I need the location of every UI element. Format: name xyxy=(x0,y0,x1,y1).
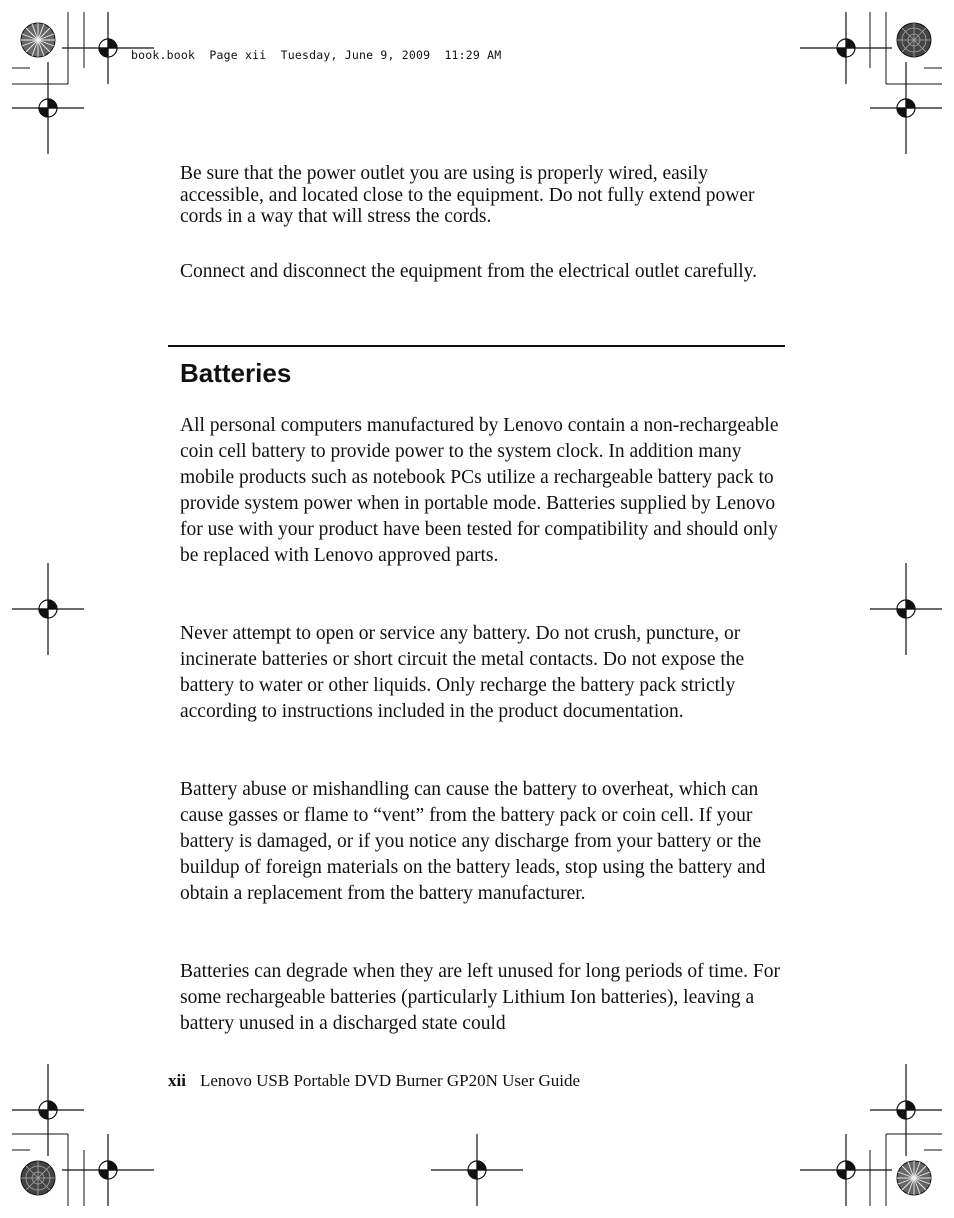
batteries-paragraph-3: Battery abuse or mishandling can cause the battery to overheat, which can cause gasses or flame to “vent” from the battery pack or coin cell. If your battery is damaged, or if you notice any discharge from your battery or the buildup of foreign materials on the battery leads, stop using the battery and obtain a replacement from the battery manufacturer. xyxy=(180,779,766,904)
intro-paragraph-outlet: Be sure that the power outlet you are using is properly wired, easily accessible, and located close to the equipment. Do not fully extend power cords in a way that will stress the cords. xyxy=(180,163,755,227)
section-divider xyxy=(168,345,785,347)
batteries-paragraph-1: All personal computers manufactured by Lenovo contain a non-rechargeable coin cell battery to provide power to the system clock. In addition many mobile products such as notebook PCs utilize a rechargeable battery pack to provide system power when in portable mode. Batteries supplied by Lenovo for use with your product have been tested for compatibility and should only be replaced with Lenovo approved parts. xyxy=(180,415,779,566)
intro-paragraph-connect: Connect and disconnect the equipment from the electrical outlet carefully. xyxy=(180,261,758,282)
batteries-paragraph-2: Never attempt to open or service any battery. Do not crush, puncture, or incinerate batteries or short circuit the metal contacts. Do not expose the battery to water or other liquids. Only recharge the battery pack strictly according to instructions included in the product documentation. xyxy=(180,623,745,722)
page-footer xyxy=(168,1070,580,1092)
section-title: Batteries xyxy=(180,358,292,388)
batteries-paragraph-4: Batteries can degrade when they are left unused for long periods of time. For some rechargeable batteries (particularly Lithium Ion batteries), leaving a battery unused in a discharged state could xyxy=(180,961,780,1034)
guide-title: Lenovo USB Portable DVD Burner GP20N User Guide xyxy=(199,1071,581,1090)
page-number: xii xyxy=(168,1071,186,1090)
print-header-stamp: book.book Page xii Tuesday, June 9, 2009 11:29 AM xyxy=(131,48,502,62)
